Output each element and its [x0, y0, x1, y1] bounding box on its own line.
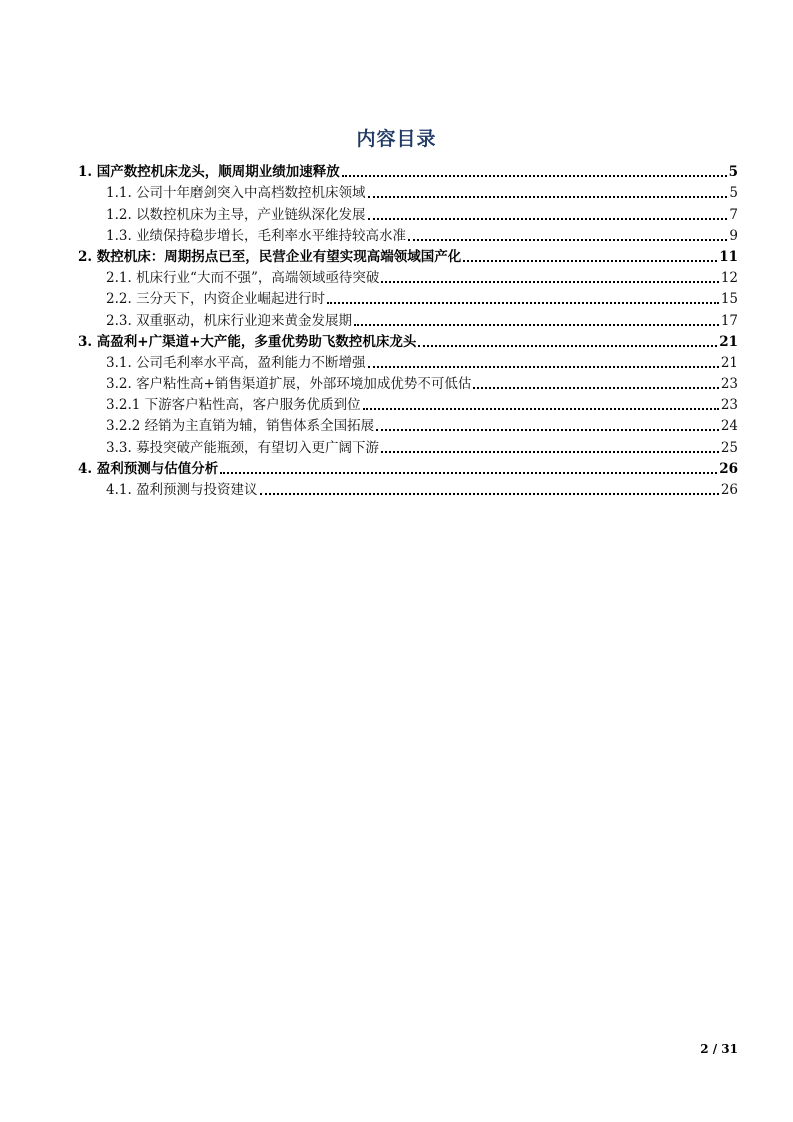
toc-chapter-entry[interactable] — [78, 245, 738, 266]
toc-chapter-entry[interactable] — [78, 160, 738, 181]
entry-title: 公司十年磨剑突入中高档数控机床领域 — [136, 185, 366, 202]
entry-page-number: 23 — [720, 376, 738, 393]
dot-leader — [381, 451, 719, 453]
entry-page-number: 26 — [720, 482, 738, 498]
entry-number: 4. — [78, 460, 97, 477]
entry-title: 公司毛利率水平高，盈利能力不断增强 — [136, 354, 366, 371]
toc-section-entry[interactable] — [78, 266, 738, 287]
entry-number: 1. — [78, 164, 97, 181]
entry-title: 三分天下，内资企业崛起进行时 — [136, 291, 326, 308]
toc-section-entry[interactable] — [78, 181, 738, 202]
entry-title: 盈利预测与估值分析 — [96, 460, 219, 477]
entry-page-number: 21 — [719, 333, 738, 350]
dot-leader — [354, 324, 719, 326]
entry-title: 募投突破产能瓶颈，有望切入更广阔下游 — [136, 439, 380, 456]
toc-section-entry[interactable] — [78, 414, 738, 435]
entry-title: 以数控机床为主导，产业链纵深化发展 — [136, 206, 366, 223]
entry-number: 2. — [78, 248, 97, 265]
dot-leader — [473, 387, 718, 389]
dot-leader — [260, 493, 719, 495]
page-number: 2 / 31 — [700, 1042, 738, 1056]
toc-section-entry[interactable] — [78, 224, 738, 245]
entry-page-number: 21 — [720, 354, 738, 371]
table-of-contents — [78, 160, 738, 499]
entry-number: 2.3. — [106, 312, 137, 329]
entry-title: 机床行业“大而不强”，高端领域亟待突破 — [136, 270, 380, 287]
entry-number: 4.1. — [106, 482, 137, 498]
toc-section-entry[interactable] — [78, 372, 738, 393]
dot-leader — [342, 175, 727, 177]
toc-title: 内容目录 — [356, 128, 437, 150]
entry-title: 国产数控机床龙头，顺周期业绩加速释放 — [96, 164, 340, 181]
dot-leader — [368, 196, 728, 198]
entry-title: 高盈利+广渠道+大产能，多重优势助飞数控机床龙头 — [96, 333, 417, 350]
entry-number: 2.1. — [106, 270, 137, 287]
entry-title: 经销为主直销为辅，销售体系全国拓展 — [144, 418, 375, 435]
toc-section-entry[interactable] — [78, 351, 738, 372]
entry-title: 数控机床：周期拐点已至，民营企业有望实现高端领域国产化 — [96, 248, 462, 265]
dot-leader — [368, 366, 719, 368]
entry-number: 2.2. — [106, 291, 137, 308]
entry-page-number: 12 — [720, 270, 738, 287]
toc-section-entry[interactable] — [78, 287, 738, 308]
entry-page-number: 23 — [720, 397, 738, 414]
entry-page-number: 17 — [720, 312, 738, 329]
entry-page-number: 5 — [729, 185, 738, 202]
entry-number: 3.2.2 — [106, 418, 145, 435]
entry-page-number: 26 — [719, 460, 738, 477]
dot-leader — [408, 239, 727, 241]
toc-chapter-entry[interactable] — [78, 457, 738, 478]
entry-number: 1.1. — [106, 185, 137, 202]
toc-section-entry[interactable] — [78, 308, 738, 329]
toc-chapter-entry[interactable] — [78, 330, 738, 351]
entry-number: 3. — [78, 333, 97, 350]
entry-page-number: 5 — [728, 164, 738, 181]
entry-page-number: 9 — [729, 227, 738, 244]
toc-section-entry[interactable] — [78, 393, 738, 414]
entry-page-number: 15 — [720, 291, 738, 308]
entry-title: 双重驱动，机床行业迎来黄金发展期 — [136, 312, 353, 329]
dot-leader — [363, 408, 719, 410]
toc-section-entry[interactable] — [78, 478, 738, 499]
toc-section-entry[interactable] — [78, 435, 738, 456]
entry-title: 客户粘性高+销售渠道扩展，外部环境加成优势不可低估 — [136, 376, 472, 393]
entry-title: 盈利预测与投资建议 — [136, 482, 258, 498]
toc-section-entry[interactable] — [78, 202, 738, 223]
dot-leader — [368, 218, 728, 220]
dot-leader — [381, 281, 718, 283]
entry-page-number: 11 — [719, 248, 738, 265]
entry-title: 下游客户粘性高，客户服务优质到位 — [144, 397, 361, 414]
entry-number: 3.2. — [106, 376, 137, 393]
dot-leader — [376, 429, 719, 431]
entry-number: 3.3. — [106, 439, 137, 456]
entry-number: 3.2.1 — [106, 397, 145, 414]
entry-page-number: 24 — [720, 418, 738, 435]
entry-number: 1.3. — [106, 227, 137, 244]
entry-page-number: 25 — [720, 439, 738, 456]
entry-page-number: 7 — [729, 206, 738, 223]
entry-number: 1.2. — [106, 206, 137, 223]
entry-title: 业绩保持稳步增长，毛利率水平维持较高水准 — [136, 227, 407, 244]
dot-leader — [327, 302, 719, 304]
dot-leader — [418, 345, 717, 347]
dot-leader — [220, 472, 717, 474]
entry-number: 3.1. — [106, 354, 137, 371]
dot-leader — [463, 260, 717, 262]
